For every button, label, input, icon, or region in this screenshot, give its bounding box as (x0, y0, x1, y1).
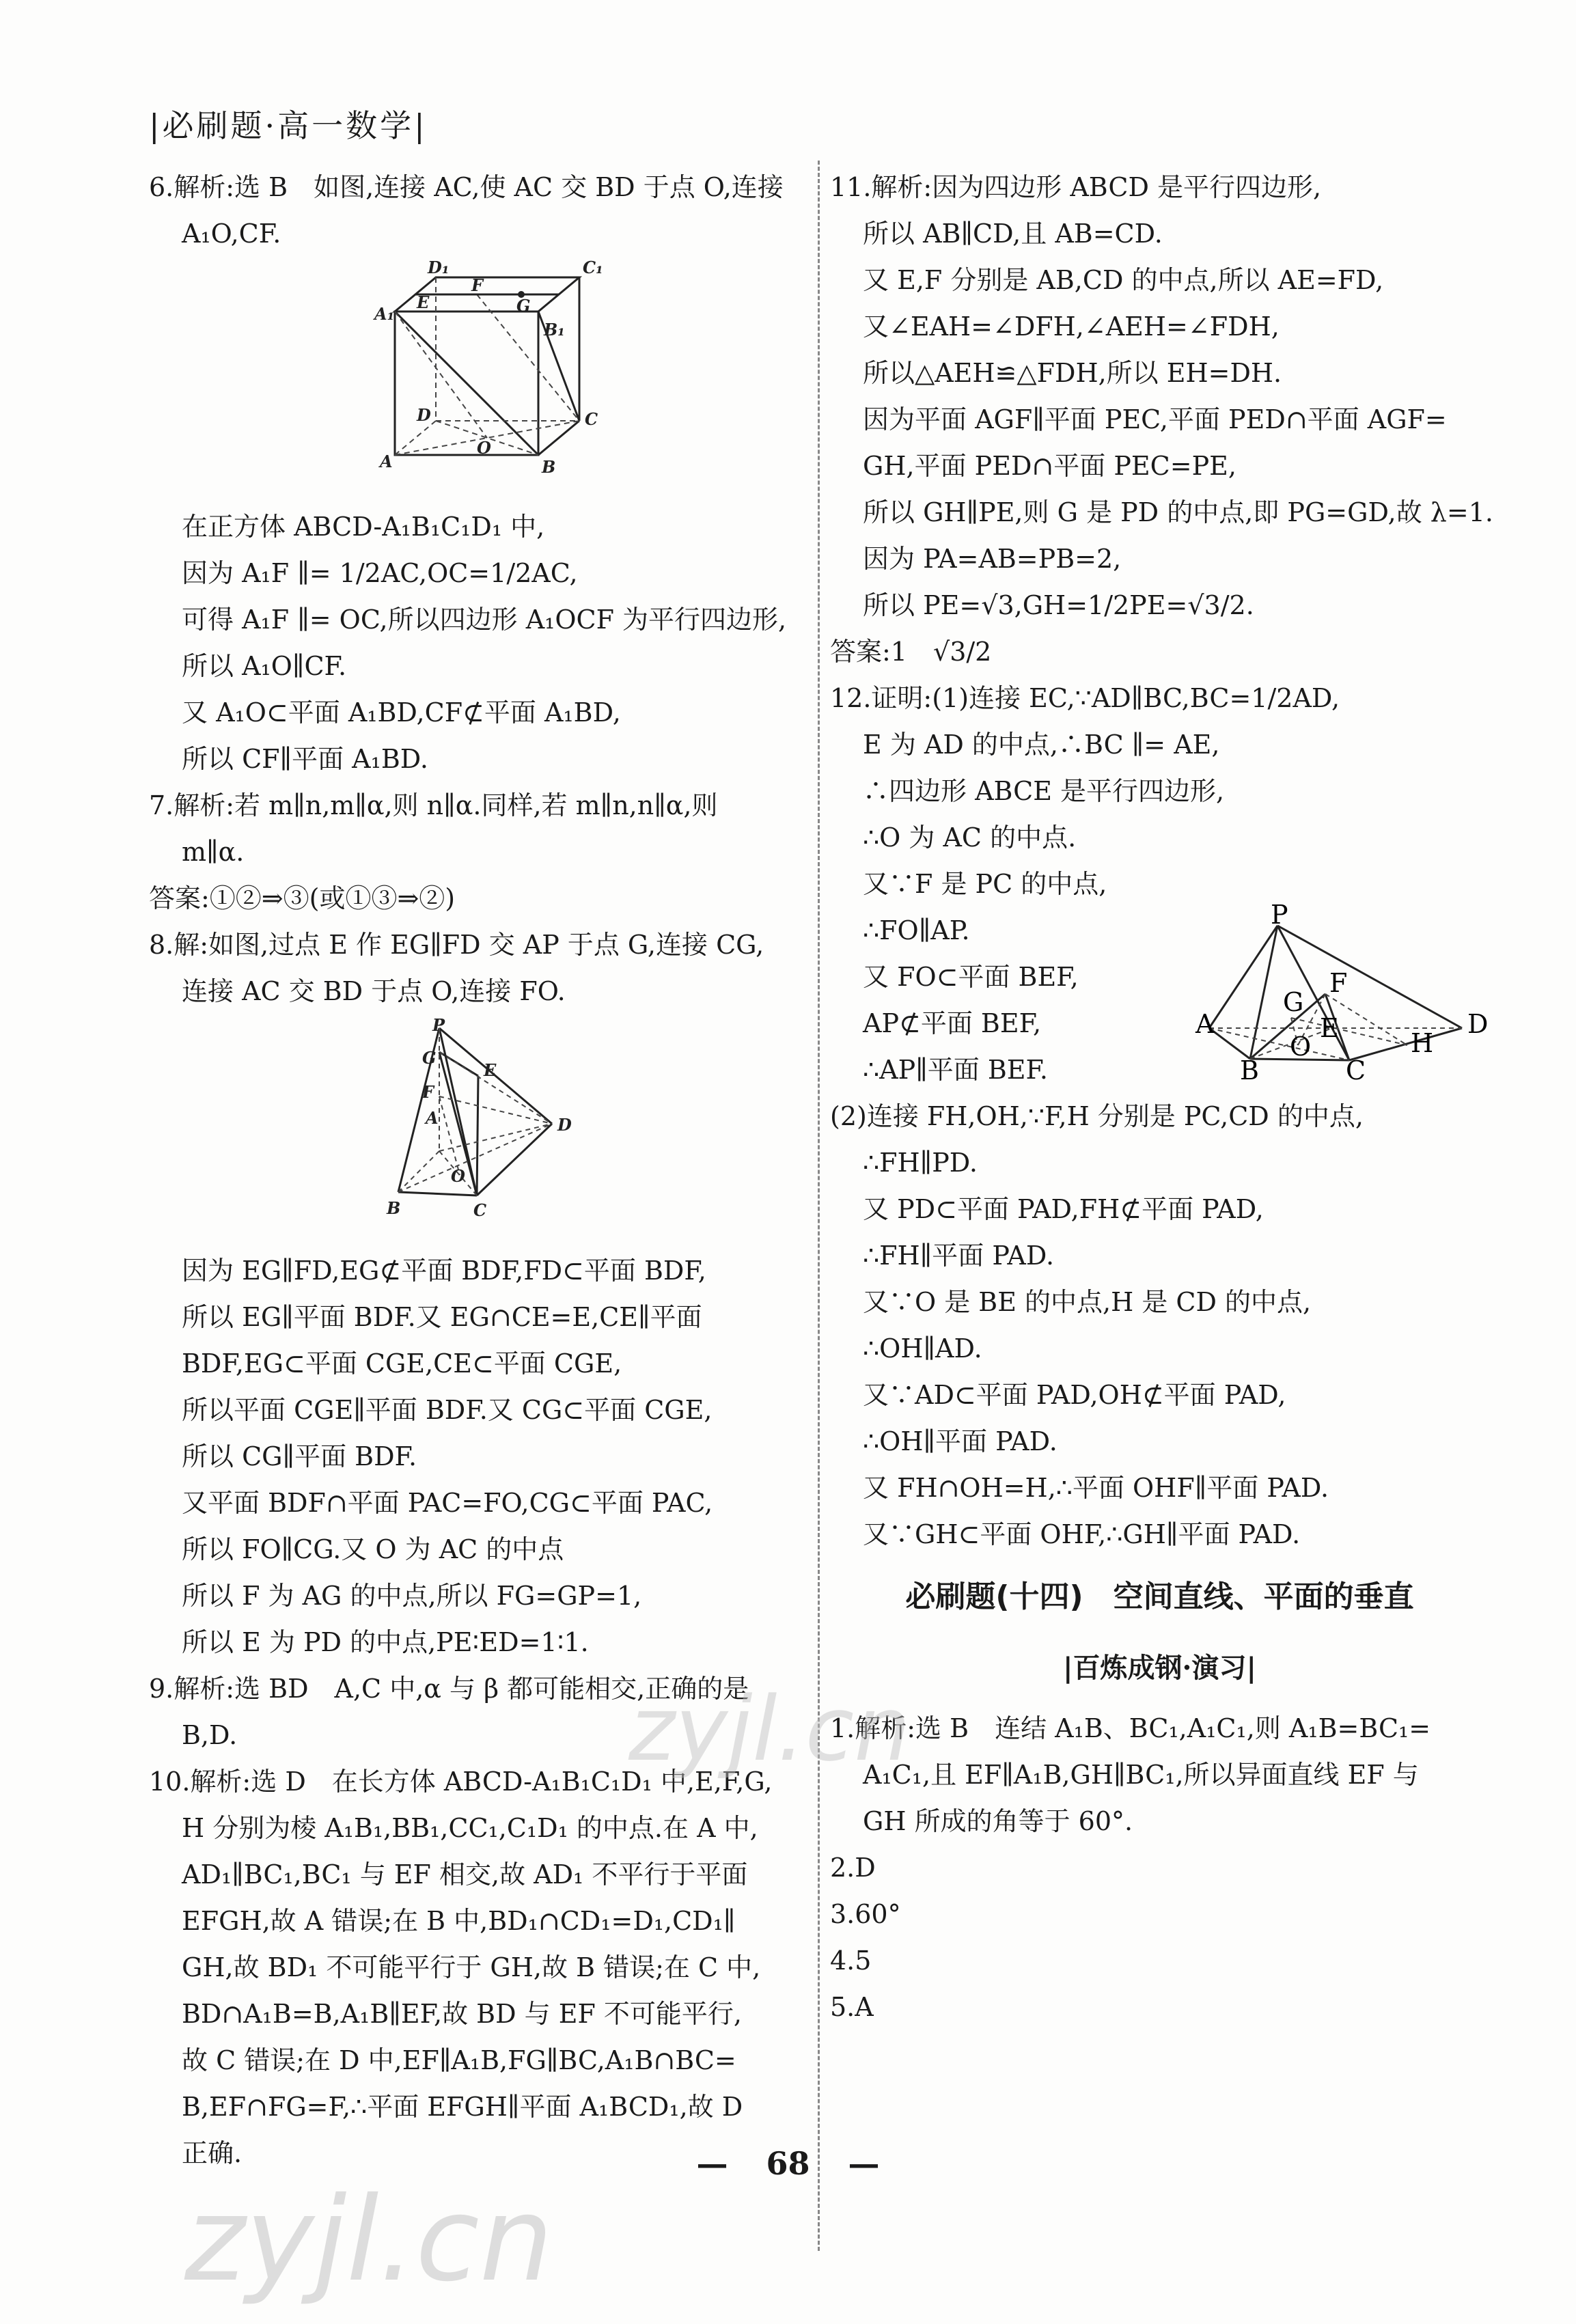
text-line: 7.解析:若 m∥n,m∥α,则 n∥α.同样,若 m∥n,n∥α,则 (149, 790, 718, 820)
fig3-label: C (1346, 1055, 1366, 1085)
page-number-value: 68 (766, 2145, 810, 2182)
text-line: ∴四边形 ABCE 是平行四边形, (863, 776, 1225, 806)
text-line: 所以 PE=√3,GH=1/2PE=√3/2. (863, 590, 1254, 620)
text-line: 所以 GH∥PE,则 G 是 PD 的中点,即 PG=GD,故 λ=1. (863, 497, 1493, 527)
text-line: H 分别为棱 A₁B₁,BB₁,CC₁,C₁D₁ 的中点.在 A 中, (182, 1813, 758, 1843)
text-line: 因为 EG∥FD,EG⊄平面 BDF,FD⊂平面 BDF, (182, 1256, 706, 1286)
text-line: A₁C₁,且 EF∥A₁B,GH∥BC₁,所以异面直线 EF 与 (863, 1760, 1419, 1790)
text-line: ∴OH∥平面 PAD. (863, 1426, 1057, 1456)
fig2-label: C (473, 1200, 487, 1220)
fig2-label: A (426, 1108, 439, 1128)
text-line: ∴FO∥AP. (863, 915, 970, 945)
fig3-label: F (1329, 968, 1348, 998)
text-line: 又 E,F 分别是 AB,CD 的中点,所以 AE=FD, (863, 265, 1384, 295)
text-line: 12.证明:(1)连接 EC,∵AD∥BC,BC=1/2AD, (830, 683, 1340, 713)
text-line: 又∵AD⊂平面 PAD,OH⊄平面 PAD, (863, 1380, 1286, 1410)
fig2-label: E (484, 1060, 497, 1080)
fig3-label: B (1240, 1055, 1259, 1085)
text-line: GH,平面 PED∩平面 PEC=PE, (863, 451, 1236, 481)
fig3-label: H (1411, 1028, 1434, 1058)
text-line: 因为平面 AGF∥平面 PEC,平面 PED∩平面 AGF= (863, 404, 1447, 434)
text-line: 所以 A₁O∥CF. (182, 651, 347, 681)
text-line: 9.解析:选 BD A,C 中,α 与 β 都可能相交,正确的是 (149, 1674, 749, 1704)
fig3-label: A (1195, 1009, 1215, 1039)
fig2-label: O (451, 1166, 465, 1186)
fig3-label: G (1283, 987, 1304, 1017)
text-line: 又∵GH⊂平面 OHF,∴GH∥平面 PAD. (863, 1519, 1301, 1549)
text-line: B,EF∩FG=F,∴平面 EFGH∥平面 A₁BCD₁,故 D (182, 2092, 743, 2122)
page-number-dash-left: — (696, 2145, 728, 2182)
cube-figure (374, 258, 805, 497)
text-line: 所以 EG∥平面 BDF.又 EG∩CE=E,CE∥平面 (182, 1302, 702, 1332)
text-line: 1.解析:选 B 连结 A₁B、BC₁,A₁C₁,则 A₁B=BC₁= (830, 1713, 1431, 1743)
section-title: 必刷题(十四) 空间直线、平面的垂直 (905, 1579, 1414, 1614)
text-line: 10.解析:选 D 在长方体 ABCD-A₁B₁C₁D₁ 中,E,F,G, (149, 1767, 773, 1797)
text-line: 所以 FO∥CG.又 O 为 AC 的中点 (182, 1534, 564, 1564)
text-line: GH,故 BD₁ 不可能平行于 GH,故 B 错误;在 C 中, (182, 1952, 761, 1982)
fig1-label: E (417, 292, 430, 312)
text-line: 又 A₁O⊂平面 A₁BD,CF⊄平面 A₁BD, (182, 697, 621, 728)
page-header: |必刷题·高一数学| (149, 107, 428, 144)
column-divider (818, 161, 820, 2251)
text-line: 在正方体 ABCD-A₁B₁C₁D₁ 中, (182, 512, 545, 542)
right-block-answers (830, 164, 1493, 1558)
text-line: ∴FH∥平面 PAD. (863, 1241, 1055, 1271)
text-line: 又∠EAH=∠DFH,∠AEH=∠FDH, (863, 312, 1280, 342)
text-line: 所以 E 为 PD 的中点,PE∶ED=1∶1. (182, 1627, 589, 1657)
text-line: 又 FO⊂平面 BEF, (863, 962, 1079, 992)
text-line: ∴FH∥PD. (863, 1148, 978, 1178)
text-line: 2.D (830, 1853, 876, 1883)
fig2-label: D (557, 1115, 572, 1135)
fig1-label: A₁ (374, 304, 395, 324)
pyramid-figure-2 (1195, 900, 1489, 1093)
text-line: E 为 AD 的中点,∴BC ∥= AE, (863, 730, 1220, 760)
text-line: 所以 CG∥平面 BDF. (182, 1441, 417, 1471)
text-line: m∥α. (182, 837, 245, 867)
fig2-label: F (422, 1082, 434, 1102)
right-column (830, 164, 1493, 2030)
text-line: BD∩A₁B=B,A₁B∥EF,故 BD 与 EF 不可能平行, (182, 1999, 742, 2029)
text-line: ∴AP∥平面 BEF. (863, 1055, 1049, 1085)
text-line: A₁O,CF. (182, 219, 281, 249)
fig3-label: P (1271, 900, 1288, 930)
text-line: EFGH,故 A 错误;在 B 中,BD₁∩CD₁=D₁,CD₁∥ (182, 1906, 736, 1936)
fig2-label: P (432, 1015, 445, 1035)
text-line: 5.A (830, 1992, 874, 2022)
text-line: 又∵O 是 BE 的中点,H 是 CD 的中点, (863, 1287, 1312, 1317)
section-subtitle: |百炼成钢·演习| (1062, 1652, 1257, 1684)
text-line: 所以△AEH≌△FDH,所以 EH=DH. (863, 358, 1282, 388)
fig3-label: O (1290, 1032, 1312, 1062)
text-line: AP⊄平面 BEF, (863, 1008, 1042, 1038)
fig1-label: F (471, 275, 484, 295)
fig2-label: B (387, 1198, 401, 1218)
fig1-label: D (417, 405, 431, 425)
text-line: 11.解析:因为四边形 ABCD 是平行四边形, (830, 172, 1322, 202)
fig1-label: C₁ (583, 258, 603, 277)
text-line: AD₁∥BC₁,BC₁ 与 EF 相交,故 AD₁ 不平行于平面 (182, 1859, 748, 1890)
text-line: (2)连接 FH,OH,∵F,H 分别是 PC,CD 的中点, (830, 1101, 1364, 1131)
text-line: 连接 AC 交 BD 于点 O,连接 FO. (182, 976, 566, 1006)
fig2-label: G (422, 1048, 437, 1068)
text-line: 正确. (182, 2138, 243, 2168)
text-line: 因为 A₁F ∥= 1/2AC,OC=1/2AC, (182, 558, 578, 588)
text-line: 可得 A₁F ∥= OC,所以四边形 A₁OCF 为平行四边形, (182, 605, 787, 635)
watermark: zyjl.cn (184, 2172, 553, 2308)
text-line: 答案:①②⇒③(或①③⇒②) (149, 883, 456, 913)
text-line: BDF,EG⊂平面 CGE,CE⊂平面 CGE, (182, 1348, 622, 1379)
page-number-dash-right: — (848, 2145, 880, 2182)
pyramid-figure (374, 1015, 805, 1241)
fig1-label: C (585, 409, 598, 429)
left-column (149, 164, 805, 2176)
watermark: zyjl.cn (628, 1677, 911, 1781)
text-line: 4.5 (830, 1946, 872, 1976)
text-line: 又 PD⊂平面 PAD,FH⊄平面 PAD, (863, 1194, 1264, 1224)
text-line: 3.60° (830, 1899, 901, 1929)
text-line: 答案:1 √3/2 (830, 637, 992, 667)
text-line: 8.解:如图,过点 E 作 EG∥FD 交 AP 于点 G,连接 CG, (149, 930, 764, 960)
text-line: 所以 CF∥平面 A₁BD. (182, 744, 428, 774)
fig3-label: D (1467, 1009, 1489, 1039)
fig1-label: D₁ (428, 258, 450, 277)
text-line: 又∵F 是 PC 的中点, (863, 869, 1107, 899)
fig1-label: B₁ (544, 320, 565, 340)
text-line: GH 所成的角等于 60°. (863, 1806, 1133, 1836)
text-line: 所以 F 为 AG 的中点,所以 FG=GP=1, (182, 1581, 642, 1611)
fig1-label: B (542, 457, 556, 477)
text-line: ∴O 为 AC 的中点. (863, 822, 1077, 853)
text-line: 所以 AB∥CD,且 AB=CD. (863, 219, 1163, 249)
text-line: 故 C 错误;在 D 中,EF∥A₁B,FG∥BC,A₁B∩BC= (182, 2045, 736, 2075)
fig1-label: A (380, 452, 393, 471)
fig1-label: O (477, 438, 491, 458)
text-line: 所以平面 CGE∥平面 BDF.又 CG⊂平面 CGE, (182, 1395, 713, 1425)
text-line: B,D. (182, 1720, 238, 1750)
text-line: 6.解析:选 B 如图,连接 AC,使 AC 交 BD 于点 O,连接 (149, 172, 784, 202)
text-line: 又平面 BDF∩平面 PAC=FO,CG⊂平面 PAC, (182, 1488, 713, 1518)
text-line: ∴OH∥AD. (863, 1333, 982, 1364)
text-line: 又 FH∩OH=H,∴平面 OHF∥平面 PAD. (863, 1473, 1329, 1503)
fig3-label: E (1320, 1013, 1339, 1043)
right-block-exercises (830, 1705, 1489, 2030)
fig1-label: G (516, 296, 531, 316)
text-line: 因为 PA=AB=PB=2, (863, 544, 1122, 574)
